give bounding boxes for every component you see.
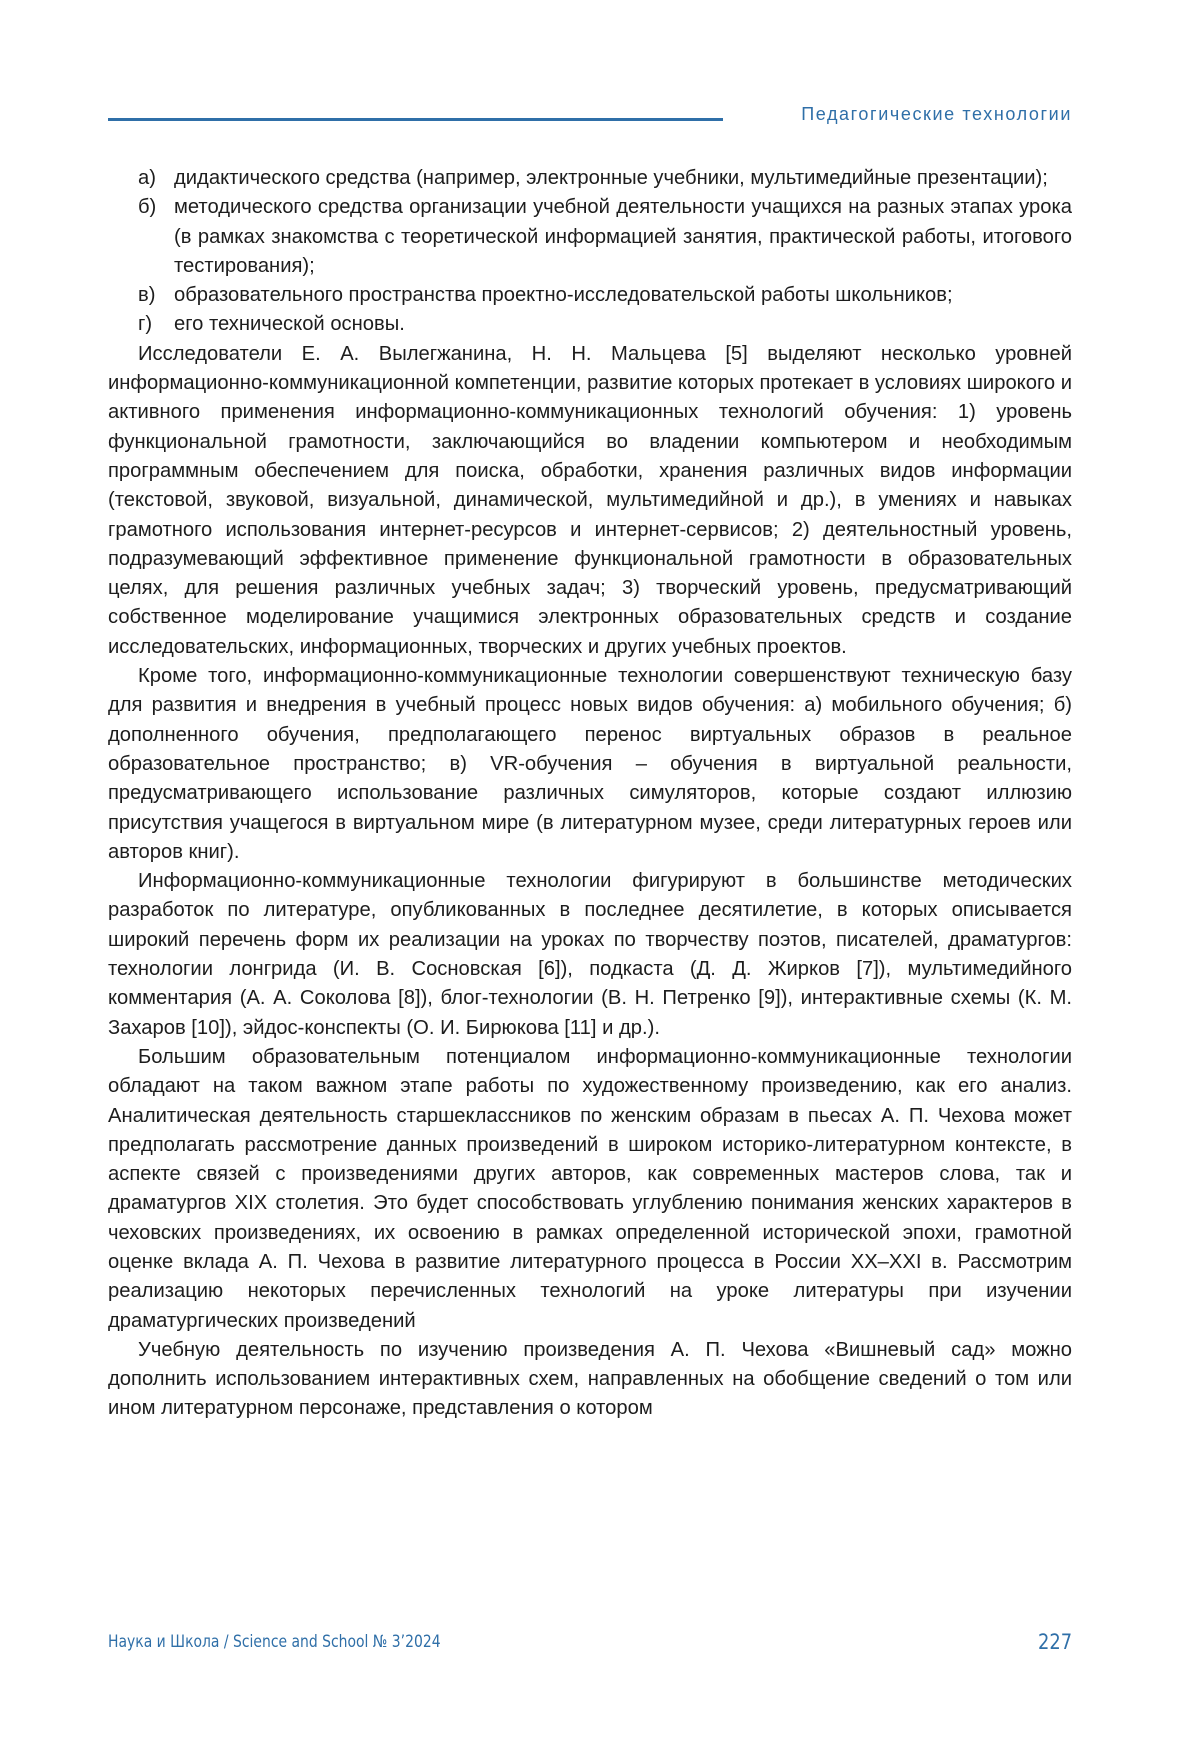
body-paragraph: Информационно-коммуникационные технологии фигурируют в большинстве методических разработок по литературе, опубликованных в последнее десятилетие, в которых описывается широкий перечень форм их реализации на уроках по творчеству поэтов, писателей, драматургов: технологии лонгрида (И. В. Сосновская [6]), подкаста (Д. Д. Жирков [7]), мультимедийного комментария (А. А. Соколова [8]), блог-технологии (В. Н. Петренко [9]), интерактивные схемы (К. М. Захаров [10]), эйдос-конспекты (О. И. Бирюкова [11] и др.).	[108, 870, 1072, 1039]
header-rule	[108, 118, 723, 121]
list-marker: г)	[138, 313, 153, 336]
article-body	[108, 164, 1072, 1424]
list-item-text: методического средства организации учебной деятельности учащихся на разных этапах урока (в рамках знакомства с теоретической информацией занятия, практической работы, итогового тестирования);	[174, 196, 1072, 277]
body-paragraph: Исследователи Е. А. Вылегжанина, Н. Н. Мальцева [5] выделяют несколько уровней информационно-коммуникационной компетенции, развитие которых протекает в условиях широкого и активного применения информационно-коммуникационных технологий обучения: 1) уровень функциональной грамотности, заключающийся во владении компьютером и необходимым программным обеспечением для поиска, обработки, хранения различных видов информации (текстовой, звуковой, визуальной, динамической, мультимедийной и др.), в умениях и навыках грамотного использования интернет-ресурсов и интернет-сервисов; 2) деятельностный уровень, подразумевающий эффективное применение функциональной грамотности в образовательных целях, для решения различных учебных задач; 3) творческий уровень, предусматривающий собственное моделирование учащимися электронных образовательных средств и создание исследовательских, информационных, творческих и других учебных проектов.	[108, 342, 1072, 658]
list-item	[108, 193, 1072, 281]
body-paragraph: Большим образовательным потенциалом информационно-коммуникационные технологии обладают на таком важном этапе работы по художественному произведению, как его анализ. Аналитическая деятельность старшеклассников по женским образам в пьесах А. П. Чехова может предполагать рассмотрение данных произведений в широком историко-литературном контексте, в аспекте связей с произведениями других авторов, как современных мастеров слова, так и драматургов XIX столетия. Это будет способствовать углублению понимания женских характеров в чеховских произведениях, их освоению в рамках определенной исторической эпохи, грамотной оценке вклада А. П. Чехова в развитие литературного процесса в России XX–XXI в. Рассмотрим реализацию некоторых перечисленных технологий на уроке литературы при изучении драматургических произведений	[108, 1045, 1072, 1332]
list-marker: б)	[138, 196, 157, 219]
list-item	[108, 310, 1072, 339]
body-paragraph: Кроме того, информационно-коммуникационные технологии совершенствуют техническую базу для развития и внедрения в учебный процесс новых видов обучения: а) мобильного обучения; б) дополненного обучения, предполагающего перенос виртуальных образов в реальное образовательное пространство; в) VR-обучения – обучения в виртуальной реальности, предусматривающего использование различных симуляторов, которые создают иллюзию присутствия учащегося в виртуальном мире (в литературном музее, среди литературных героев или авторов книг).	[108, 665, 1072, 863]
section-title: Педагогические технологии	[801, 104, 1072, 124]
list-item	[108, 164, 1072, 193]
page-number: 227	[1037, 1630, 1072, 1654]
list-item-text: дидактического средства (например, электронные учебники, мультимедийные презентации);	[174, 167, 1048, 189]
enumerated-list	[108, 164, 1072, 340]
running-footer	[108, 1630, 1072, 1660]
list-item-text: его технической основы.	[174, 313, 405, 336]
journal-name: Наука и Школа / Science and School № 3’2024	[108, 1632, 441, 1652]
list-item	[108, 281, 1072, 310]
running-header	[108, 104, 1072, 128]
list-marker: в)	[138, 284, 156, 307]
body-paragraph: Учебную деятельность по изучению произведения А. П. Чехова «Вишневый сад» можно дополнить использованием интерактивных схем, направленных на обобщение сведений о том или ином литературном персонаже, представления о котором	[108, 1338, 1072, 1420]
list-item-text: образовательного пространства проектно-исследовательской работы школьников;	[174, 284, 953, 307]
list-marker: а)	[138, 167, 156, 189]
